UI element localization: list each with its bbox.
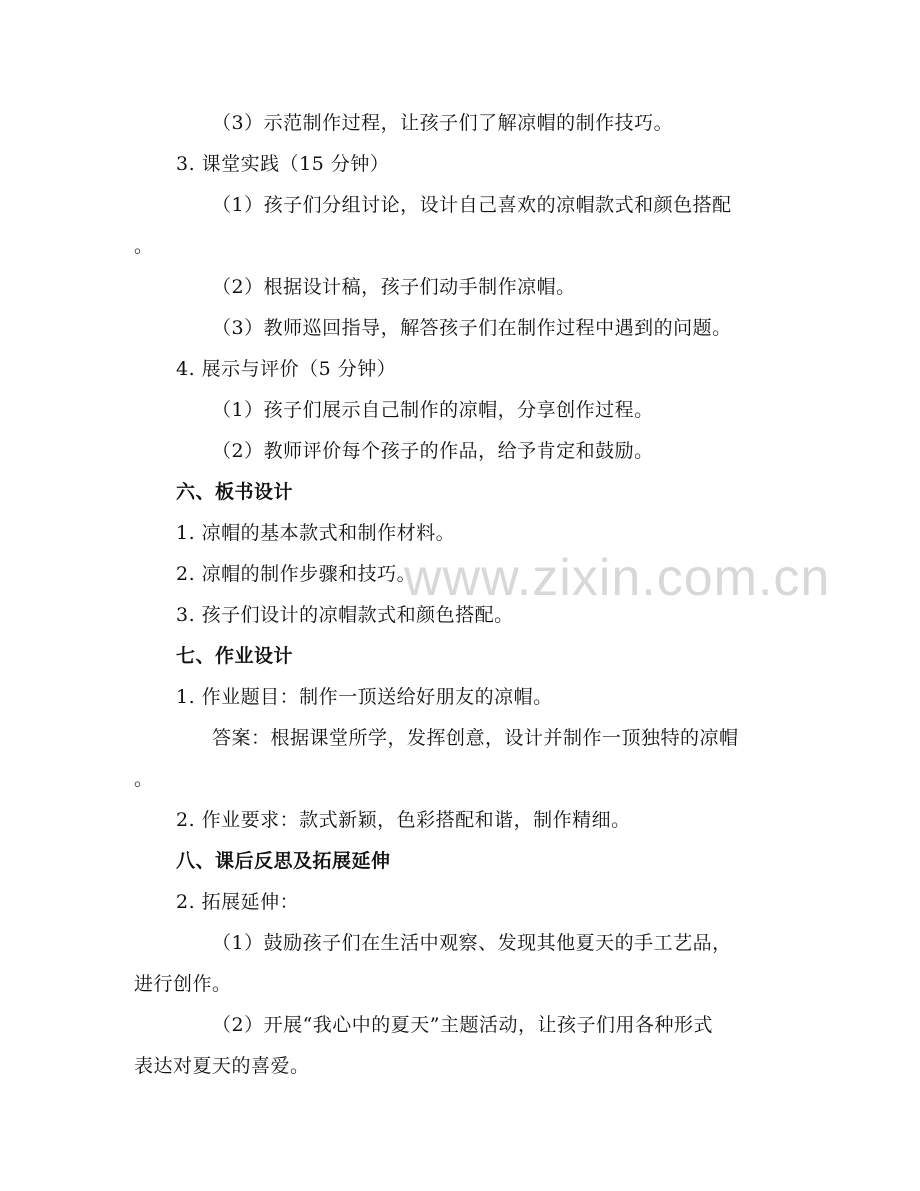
- list-item: 2. 作业要求：款式新颖，色彩搭配和谐，制作精细。: [176, 809, 631, 831]
- paragraph-line: 进行创作。: [134, 973, 232, 995]
- section-heading: 八、课后反思及拓展延伸: [176, 850, 391, 872]
- watermark: www.zixin.com.cn: [404, 549, 831, 607]
- list-item: 1. 作业题目：制作一顶送给好朋友的凉帽。: [176, 686, 553, 708]
- paragraph-line: （3）示范制作过程，让孩子们了解凉帽的制作技巧。: [212, 112, 674, 134]
- list-item: 4. 展示与评价（5 分钟）: [176, 358, 397, 380]
- section-heading: 六、板书设计: [176, 481, 294, 503]
- paragraph-line: （2）教师评价每个孩子的作品，给予肯定和鼓励。: [212, 440, 654, 462]
- paragraph-line: （1）孩子们分组讨论，设计自己喜欢的凉帽款式和颜色搭配: [212, 194, 732, 216]
- paragraph-line: （3）教师巡回指导，解答孩子们在制作过程中遇到的问题。: [212, 317, 732, 339]
- paragraph-line: （1）鼓励孩子们在生活中观察、发现其他夏天的手工艺品，: [212, 932, 732, 954]
- list-item: 3. 孩子们设计的凉帽款式和颜色搭配。: [176, 604, 514, 626]
- list-item: 2. 凉帽的制作步骤和技巧。: [176, 563, 417, 585]
- paragraph-line: （1）孩子们展示自己制作的凉帽，分享创作过程。: [212, 399, 654, 421]
- section-heading: 七、作业设计: [176, 645, 294, 667]
- paragraph-line: 。: [134, 768, 154, 790]
- paragraph-line: 答案：根据课堂所学，发挥创意，设计并制作一顶独特的凉帽: [212, 727, 739, 749]
- paragraph-line: 。: [134, 235, 154, 257]
- paragraph-line: 表达对夏天的喜爱。: [134, 1055, 310, 1077]
- paragraph-line: （2）开展“我心中的夏天”主题活动，让孩子们用各种形式: [212, 1014, 714, 1036]
- list-item: 3. 课堂实践（15 分钟）: [176, 153, 390, 175]
- list-item: 1. 凉帽的基本款式和制作材料。: [176, 522, 456, 544]
- list-item: 2. 拓展延伸：: [176, 891, 300, 913]
- paragraph-line: （2）根据设计稿，孩子们动手制作凉帽。: [212, 276, 576, 298]
